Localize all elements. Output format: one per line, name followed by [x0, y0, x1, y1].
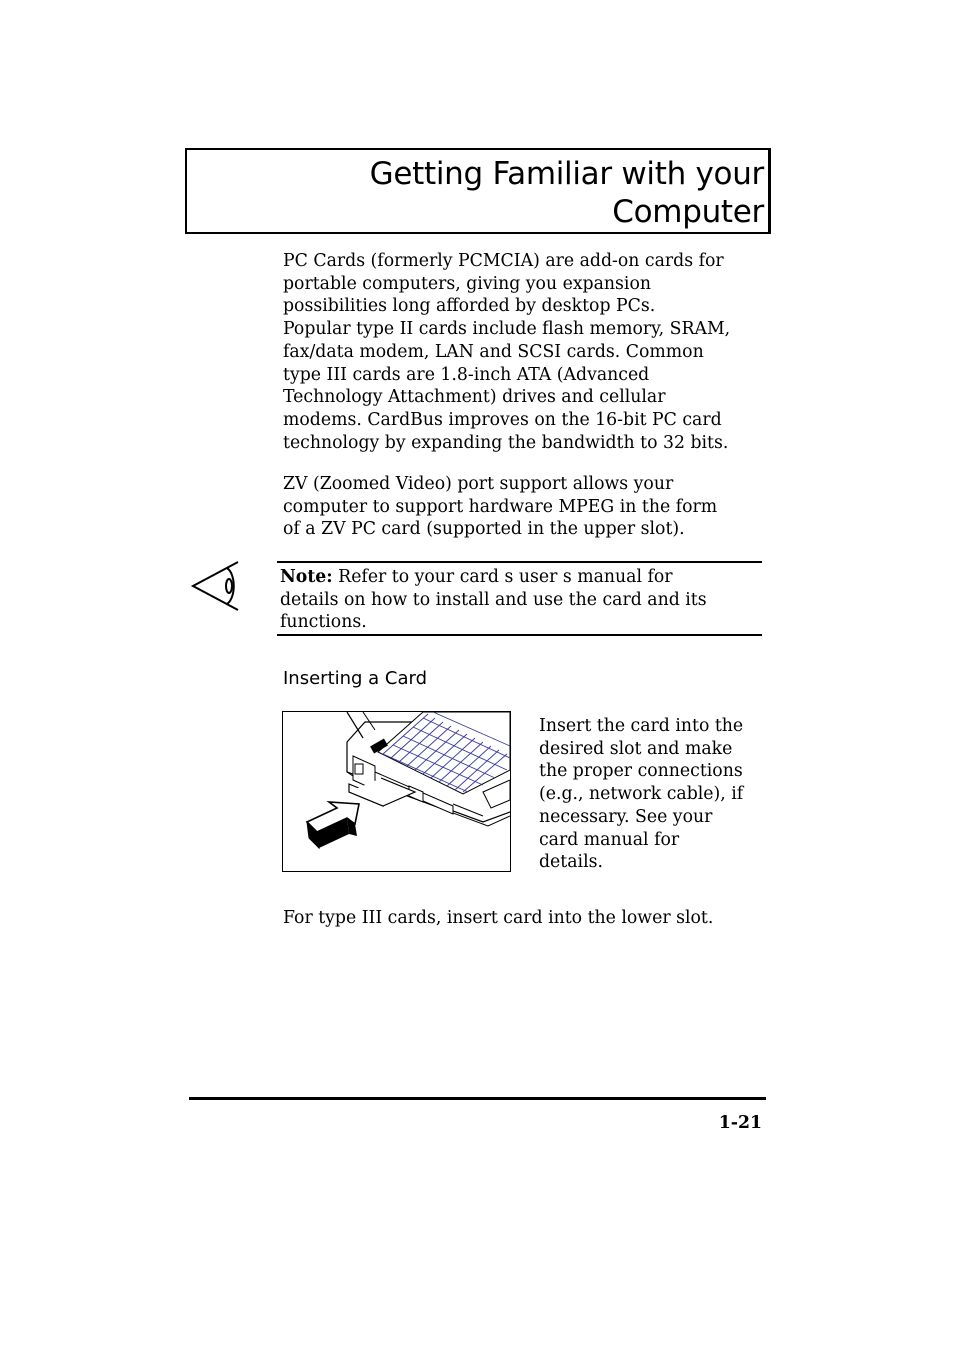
intro-line: Popular type II cards include flash memory, SRAM, [283, 319, 731, 340]
card-insertion-figure [282, 711, 511, 872]
intro-paragraph [283, 250, 773, 454]
intro-line: possibilities long afforded by desktop PCs. [283, 296, 656, 317]
note-line-3: functions. [280, 612, 367, 633]
zv-paragraph [283, 473, 773, 541]
intro-line: PC Cards (formerly PCMCIA) are add-on cards for [283, 251, 724, 271]
note-bottom-rule [277, 634, 762, 636]
insert-instructions [539, 715, 743, 874]
note-line-1-text: Refer to your card s user s manual for [332, 567, 673, 587]
intro-line: Technology Attachment) drives and cellular [283, 387, 666, 408]
intro-line: type III cards are 1.8-inch ATA (Advanced [283, 364, 650, 385]
insert-line: (e.g., network cable), if [539, 784, 744, 805]
chapter-title-line-2: Computer [612, 194, 764, 230]
insert-line: the proper connections [539, 761, 743, 782]
insert-line: card manual for [539, 829, 680, 850]
chapter-title-box [185, 148, 771, 234]
eye-icon [190, 560, 242, 612]
laptop-illustration [283, 712, 510, 871]
zv-line: ZV (Zoomed Video) port support allows your [283, 474, 674, 494]
note-block [280, 566, 707, 634]
zv-line: of a ZV PC card (supported in the upper slot). [283, 519, 685, 540]
zv-line: computer to support hardware MPEG in the form [283, 496, 718, 517]
section-heading: Inserting a Card [283, 668, 428, 689]
footer-rule [189, 1097, 766, 1100]
insert-line: necessary. See your [539, 806, 713, 827]
intro-line: modems. CardBus improves on the 16-bit PC card [283, 409, 722, 430]
intro-line: fax/data modem, LAN and SCSI cards. Common [283, 341, 704, 362]
note-label: Note: [280, 567, 333, 587]
note-line-2: details on how to install and use the card and its [280, 589, 707, 610]
intro-line: portable computers, giving you expansion [283, 273, 651, 294]
intro-line: technology by expanding the bandwidth to 32 bits. [283, 432, 729, 453]
type3-paragraph [283, 907, 773, 930]
page-number: 1-21 [718, 1113, 762, 1133]
arrow-icon [307, 802, 359, 848]
insert-line: desired slot and make [539, 738, 733, 759]
insert-line: Insert the card into the [539, 716, 744, 736]
note-line-1 [280, 566, 707, 589]
type3-line: For type III cards, insert card into the lower slot. [283, 908, 714, 928]
insert-line: details. [539, 852, 603, 873]
chapter-title-line-1: Getting Familiar with your [369, 156, 764, 192]
note-top-rule [277, 561, 762, 563]
